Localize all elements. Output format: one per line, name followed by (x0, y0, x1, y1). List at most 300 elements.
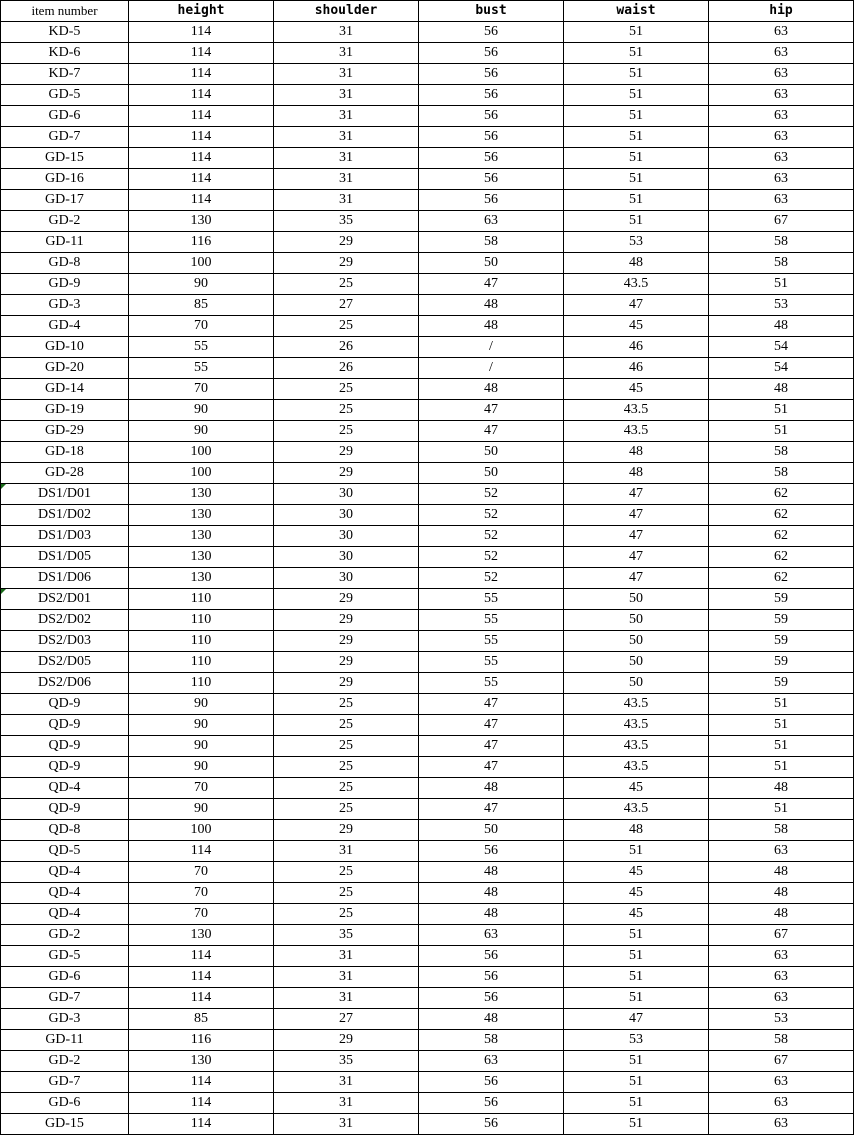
item-number-cell: GD-15 (1, 1114, 129, 1135)
bust-cell: 48 (419, 316, 564, 337)
item-number-cell: DS2/D06 (1, 673, 129, 694)
item-number-cell: QD-9 (1, 757, 129, 778)
shoulder-cell: 29 (274, 589, 419, 610)
bust-cell: 48 (419, 1009, 564, 1030)
bust-cell: 56 (419, 1093, 564, 1114)
bust-cell: 47 (419, 274, 564, 295)
hip-cell: 58 (709, 463, 854, 484)
height-cell: 130 (129, 925, 274, 946)
item-number-cell: GD-5 (1, 85, 129, 106)
height-cell: 130 (129, 211, 274, 232)
table-row (1, 22, 854, 43)
item-number-cell: GD-2 (1, 1051, 129, 1072)
table-row (1, 358, 854, 379)
bust-cell: 48 (419, 883, 564, 904)
waist-cell: 47 (564, 547, 709, 568)
shoulder-cell: 31 (274, 946, 419, 967)
table-row (1, 274, 854, 295)
hip-cell: 63 (709, 85, 854, 106)
bust-cell: 56 (419, 127, 564, 148)
shoulder-cell: 29 (274, 1030, 419, 1051)
table-row (1, 400, 854, 421)
height-cell: 114 (129, 946, 274, 967)
waist-cell: 43.5 (564, 736, 709, 757)
shoulder-cell: 35 (274, 925, 419, 946)
table-row (1, 1009, 854, 1030)
height-cell: 110 (129, 589, 274, 610)
item-number-cell: GD-2 (1, 925, 129, 946)
item-number-cell: GD-9 (1, 274, 129, 295)
table-row (1, 1093, 854, 1114)
waist-cell: 51 (564, 22, 709, 43)
header-row (1, 1, 854, 22)
height-cell: 114 (129, 22, 274, 43)
bust-cell: 56 (419, 1114, 564, 1135)
hip-cell: 63 (709, 148, 854, 169)
bust-cell: 55 (419, 652, 564, 673)
hip-cell: 59 (709, 631, 854, 652)
waist-cell: 50 (564, 610, 709, 631)
hip-cell: 53 (709, 1009, 854, 1030)
table-row (1, 211, 854, 232)
shoulder-cell: 29 (274, 820, 419, 841)
bust-cell: 63 (419, 211, 564, 232)
hip-cell: 51 (709, 757, 854, 778)
shoulder-cell: 31 (274, 106, 419, 127)
height-cell: 114 (129, 64, 274, 85)
item-number-cell: KD-7 (1, 64, 129, 85)
waist-cell: 51 (564, 169, 709, 190)
item-number-cell: GD-7 (1, 127, 129, 148)
table-row (1, 862, 854, 883)
table-row (1, 631, 854, 652)
table-row (1, 43, 854, 64)
hip-cell: 67 (709, 925, 854, 946)
item-number-cell: GD-11 (1, 232, 129, 253)
waist-cell: 51 (564, 85, 709, 106)
shoulder-cell: 31 (274, 1114, 419, 1135)
waist-cell: 47 (564, 568, 709, 589)
waist-cell: 50 (564, 673, 709, 694)
bust-cell: 52 (419, 526, 564, 547)
bust-cell: 47 (419, 400, 564, 421)
item-number-cell: QD-9 (1, 736, 129, 757)
item-number-cell: GD-6 (1, 967, 129, 988)
waist-cell: 47 (564, 505, 709, 526)
bust-cell: 47 (419, 736, 564, 757)
waist-cell: 43.5 (564, 757, 709, 778)
item-number-cell: GD-20 (1, 358, 129, 379)
hip-cell: 63 (709, 64, 854, 85)
table-row (1, 316, 854, 337)
hip-cell: 63 (709, 169, 854, 190)
bust-cell: 50 (419, 253, 564, 274)
hip-cell: 54 (709, 358, 854, 379)
item-number-cell: GD-10 (1, 337, 129, 358)
item-number-cell: GD-2 (1, 211, 129, 232)
table-row (1, 883, 854, 904)
item-number-cell: GD-15 (1, 148, 129, 169)
shoulder-cell: 31 (274, 190, 419, 211)
hip-cell: 63 (709, 988, 854, 1009)
hip-cell: 58 (709, 820, 854, 841)
item-number-cell: GD-3 (1, 1009, 129, 1030)
bust-cell: 47 (419, 694, 564, 715)
waist-cell: 45 (564, 904, 709, 925)
item-number-cell: KD-6 (1, 43, 129, 64)
hip-cell: 63 (709, 1114, 854, 1135)
table-row (1, 589, 854, 610)
bust-cell: 48 (419, 379, 564, 400)
bust-cell: 47 (419, 757, 564, 778)
bust-cell: 47 (419, 715, 564, 736)
item-number-cell: GD-3 (1, 295, 129, 316)
item-number-cell: GD-5 (1, 946, 129, 967)
table-row (1, 169, 854, 190)
table-row (1, 64, 854, 85)
waist-cell: 48 (564, 820, 709, 841)
table-body (1, 22, 854, 1135)
bust-cell: 56 (419, 22, 564, 43)
table-row (1, 778, 854, 799)
hip-cell: 63 (709, 22, 854, 43)
shoulder-cell: 31 (274, 1072, 419, 1093)
height-cell: 55 (129, 358, 274, 379)
height-cell: 114 (129, 1114, 274, 1135)
item-number-cell: GD-14 (1, 379, 129, 400)
item-number-cell: QD-5 (1, 841, 129, 862)
waist-cell: 45 (564, 883, 709, 904)
header-height: height (129, 1, 274, 22)
table-row (1, 253, 854, 274)
waist-cell: 51 (564, 1114, 709, 1135)
item-number-cell: QD-9 (1, 799, 129, 820)
waist-cell: 45 (564, 778, 709, 799)
waist-cell: 48 (564, 463, 709, 484)
waist-cell: 51 (564, 946, 709, 967)
height-cell: 70 (129, 379, 274, 400)
waist-cell: 46 (564, 337, 709, 358)
waist-cell: 43.5 (564, 421, 709, 442)
table-row (1, 526, 854, 547)
item-number-cell: DS1/D03 (1, 526, 129, 547)
height-cell: 114 (129, 43, 274, 64)
item-number-cell: GD-18 (1, 442, 129, 463)
table-row (1, 988, 854, 1009)
table-row (1, 484, 854, 505)
waist-cell: 51 (564, 106, 709, 127)
hip-cell: 59 (709, 673, 854, 694)
item-number-cell: GD-16 (1, 169, 129, 190)
item-number-cell: QD-4 (1, 778, 129, 799)
shoulder-cell: 27 (274, 1009, 419, 1030)
table-row (1, 85, 854, 106)
table-row (1, 904, 854, 925)
height-cell: 114 (129, 967, 274, 988)
bust-cell: 48 (419, 904, 564, 925)
hip-cell: 58 (709, 442, 854, 463)
shoulder-cell: 27 (274, 295, 419, 316)
bust-cell: 56 (419, 169, 564, 190)
height-cell: 85 (129, 1009, 274, 1030)
table-row (1, 232, 854, 253)
table-row (1, 799, 854, 820)
table-row (1, 1030, 854, 1051)
hip-cell: 54 (709, 337, 854, 358)
table-row (1, 946, 854, 967)
bust-cell: 56 (419, 946, 564, 967)
height-cell: 70 (129, 316, 274, 337)
shoulder-cell: 25 (274, 862, 419, 883)
waist-cell: 51 (564, 64, 709, 85)
waist-cell: 50 (564, 631, 709, 652)
item-number-cell: GD-19 (1, 400, 129, 421)
waist-cell: 51 (564, 1072, 709, 1093)
waist-cell: 48 (564, 442, 709, 463)
item-number-cell: GD-11 (1, 1030, 129, 1051)
table-row (1, 379, 854, 400)
bust-cell: 50 (419, 820, 564, 841)
item-number-cell: QD-4 (1, 904, 129, 925)
waist-cell: 51 (564, 43, 709, 64)
shoulder-cell: 26 (274, 337, 419, 358)
bust-cell: / (419, 337, 564, 358)
height-cell: 70 (129, 904, 274, 925)
bust-cell: 47 (419, 799, 564, 820)
height-cell: 90 (129, 757, 274, 778)
bust-cell: 56 (419, 43, 564, 64)
waist-cell: 51 (564, 1051, 709, 1072)
shoulder-cell: 31 (274, 967, 419, 988)
shoulder-cell: 25 (274, 316, 419, 337)
header-item-number: item number (1, 1, 129, 22)
shoulder-cell: 31 (274, 169, 419, 190)
height-cell: 90 (129, 736, 274, 757)
height-cell: 90 (129, 400, 274, 421)
height-cell: 130 (129, 484, 274, 505)
height-cell: 114 (129, 127, 274, 148)
waist-cell: 43.5 (564, 400, 709, 421)
waist-cell: 47 (564, 295, 709, 316)
waist-cell: 46 (564, 358, 709, 379)
item-number-cell: GD-6 (1, 1093, 129, 1114)
hip-cell: 63 (709, 967, 854, 988)
height-cell: 85 (129, 295, 274, 316)
hip-cell: 63 (709, 190, 854, 211)
item-number-cell: DS2/D03 (1, 631, 129, 652)
hip-cell: 67 (709, 1051, 854, 1072)
item-number-cell: QD-8 (1, 820, 129, 841)
height-cell: 70 (129, 883, 274, 904)
height-cell: 90 (129, 274, 274, 295)
table-row (1, 694, 854, 715)
height-cell: 116 (129, 232, 274, 253)
height-cell: 130 (129, 526, 274, 547)
item-number-cell: QD-4 (1, 862, 129, 883)
item-number-cell: QD-4 (1, 883, 129, 904)
height-cell: 70 (129, 862, 274, 883)
waist-cell: 51 (564, 967, 709, 988)
shoulder-cell: 25 (274, 694, 419, 715)
item-number-cell: DS2/D01 (1, 589, 129, 610)
shoulder-cell: 35 (274, 1051, 419, 1072)
item-number-cell: DS1/D01 (1, 484, 129, 505)
height-cell: 100 (129, 253, 274, 274)
height-cell: 114 (129, 148, 274, 169)
table-row (1, 106, 854, 127)
table-row (1, 1114, 854, 1135)
hip-cell: 59 (709, 610, 854, 631)
height-cell: 116 (129, 1030, 274, 1051)
waist-cell: 45 (564, 379, 709, 400)
table-row (1, 1072, 854, 1093)
bust-cell: 52 (419, 505, 564, 526)
table-row (1, 967, 854, 988)
bust-cell: 56 (419, 967, 564, 988)
hip-cell: 59 (709, 652, 854, 673)
bust-cell: 56 (419, 988, 564, 1009)
bust-cell: 52 (419, 484, 564, 505)
shoulder-cell: 25 (274, 778, 419, 799)
shoulder-cell: 25 (274, 715, 419, 736)
shoulder-cell: 29 (274, 631, 419, 652)
shoulder-cell: 35 (274, 211, 419, 232)
hip-cell: 48 (709, 904, 854, 925)
item-number-cell: GD-7 (1, 1072, 129, 1093)
waist-cell: 47 (564, 526, 709, 547)
shoulder-cell: 31 (274, 148, 419, 169)
bust-cell: 48 (419, 295, 564, 316)
waist-cell: 53 (564, 1030, 709, 1051)
hip-cell: 51 (709, 799, 854, 820)
bust-cell: 50 (419, 463, 564, 484)
shoulder-cell: 26 (274, 358, 419, 379)
waist-cell: 43.5 (564, 799, 709, 820)
shoulder-cell: 25 (274, 421, 419, 442)
waist-cell: 51 (564, 988, 709, 1009)
item-number-cell: GD-8 (1, 253, 129, 274)
bust-cell: 58 (419, 1030, 564, 1051)
table-row (1, 547, 854, 568)
bust-cell: 55 (419, 589, 564, 610)
table-row (1, 652, 854, 673)
table-row (1, 568, 854, 589)
shoulder-cell: 31 (274, 64, 419, 85)
height-cell: 110 (129, 673, 274, 694)
hip-cell: 51 (709, 736, 854, 757)
waist-cell: 50 (564, 589, 709, 610)
shoulder-cell: 29 (274, 610, 419, 631)
table-row (1, 127, 854, 148)
shoulder-cell: 30 (274, 568, 419, 589)
bust-cell: 63 (419, 925, 564, 946)
table-row (1, 820, 854, 841)
table-row (1, 295, 854, 316)
bust-cell: 48 (419, 862, 564, 883)
table-row (1, 715, 854, 736)
waist-cell: 51 (564, 127, 709, 148)
shoulder-cell: 25 (274, 904, 419, 925)
height-cell: 130 (129, 505, 274, 526)
table-row (1, 1051, 854, 1072)
hip-cell: 63 (709, 841, 854, 862)
item-number-cell: GD-29 (1, 421, 129, 442)
shoulder-cell: 31 (274, 43, 419, 64)
item-number-cell: DS2/D02 (1, 610, 129, 631)
waist-cell: 51 (564, 190, 709, 211)
shoulder-cell: 29 (274, 232, 419, 253)
shoulder-cell: 29 (274, 253, 419, 274)
waist-cell: 43.5 (564, 715, 709, 736)
shoulder-cell: 29 (274, 652, 419, 673)
shoulder-cell: 25 (274, 883, 419, 904)
hip-cell: 51 (709, 274, 854, 295)
waist-cell: 48 (564, 253, 709, 274)
hip-cell: 62 (709, 568, 854, 589)
item-number-cell: GD-4 (1, 316, 129, 337)
bust-cell: 56 (419, 190, 564, 211)
shoulder-cell: 30 (274, 547, 419, 568)
header-bust: bust (419, 1, 564, 22)
height-cell: 90 (129, 715, 274, 736)
table-row (1, 841, 854, 862)
shoulder-cell: 29 (274, 463, 419, 484)
shoulder-cell: 25 (274, 736, 419, 757)
hip-cell: 58 (709, 253, 854, 274)
bust-cell: 52 (419, 568, 564, 589)
height-cell: 114 (129, 169, 274, 190)
shoulder-cell: 31 (274, 22, 419, 43)
hip-cell: 62 (709, 526, 854, 547)
hip-cell: 48 (709, 862, 854, 883)
hip-cell: 53 (709, 295, 854, 316)
height-cell: 130 (129, 547, 274, 568)
bust-cell: 56 (419, 148, 564, 169)
waist-cell: 43.5 (564, 694, 709, 715)
hip-cell: 58 (709, 232, 854, 253)
shoulder-cell: 31 (274, 85, 419, 106)
hip-cell: 63 (709, 946, 854, 967)
shoulder-cell: 25 (274, 799, 419, 820)
bust-cell: 55 (419, 631, 564, 652)
waist-cell: 43.5 (564, 274, 709, 295)
height-cell: 114 (129, 1072, 274, 1093)
height-cell: 90 (129, 799, 274, 820)
height-cell: 90 (129, 694, 274, 715)
table-row (1, 757, 854, 778)
height-cell: 90 (129, 421, 274, 442)
waist-cell: 53 (564, 232, 709, 253)
shoulder-cell: 25 (274, 757, 419, 778)
item-number-cell: QD-9 (1, 715, 129, 736)
height-cell: 55 (129, 337, 274, 358)
bust-cell: / (419, 358, 564, 379)
bust-cell: 56 (419, 64, 564, 85)
height-cell: 114 (129, 106, 274, 127)
waist-cell: 51 (564, 925, 709, 946)
bust-cell: 56 (419, 1072, 564, 1093)
header-hip: hip (709, 1, 854, 22)
shoulder-cell: 29 (274, 442, 419, 463)
hip-cell: 48 (709, 316, 854, 337)
hip-cell: 48 (709, 778, 854, 799)
height-cell: 70 (129, 778, 274, 799)
height-cell: 100 (129, 463, 274, 484)
bust-cell: 63 (419, 1051, 564, 1072)
height-cell: 100 (129, 442, 274, 463)
waist-cell: 50 (564, 652, 709, 673)
waist-cell: 51 (564, 211, 709, 232)
